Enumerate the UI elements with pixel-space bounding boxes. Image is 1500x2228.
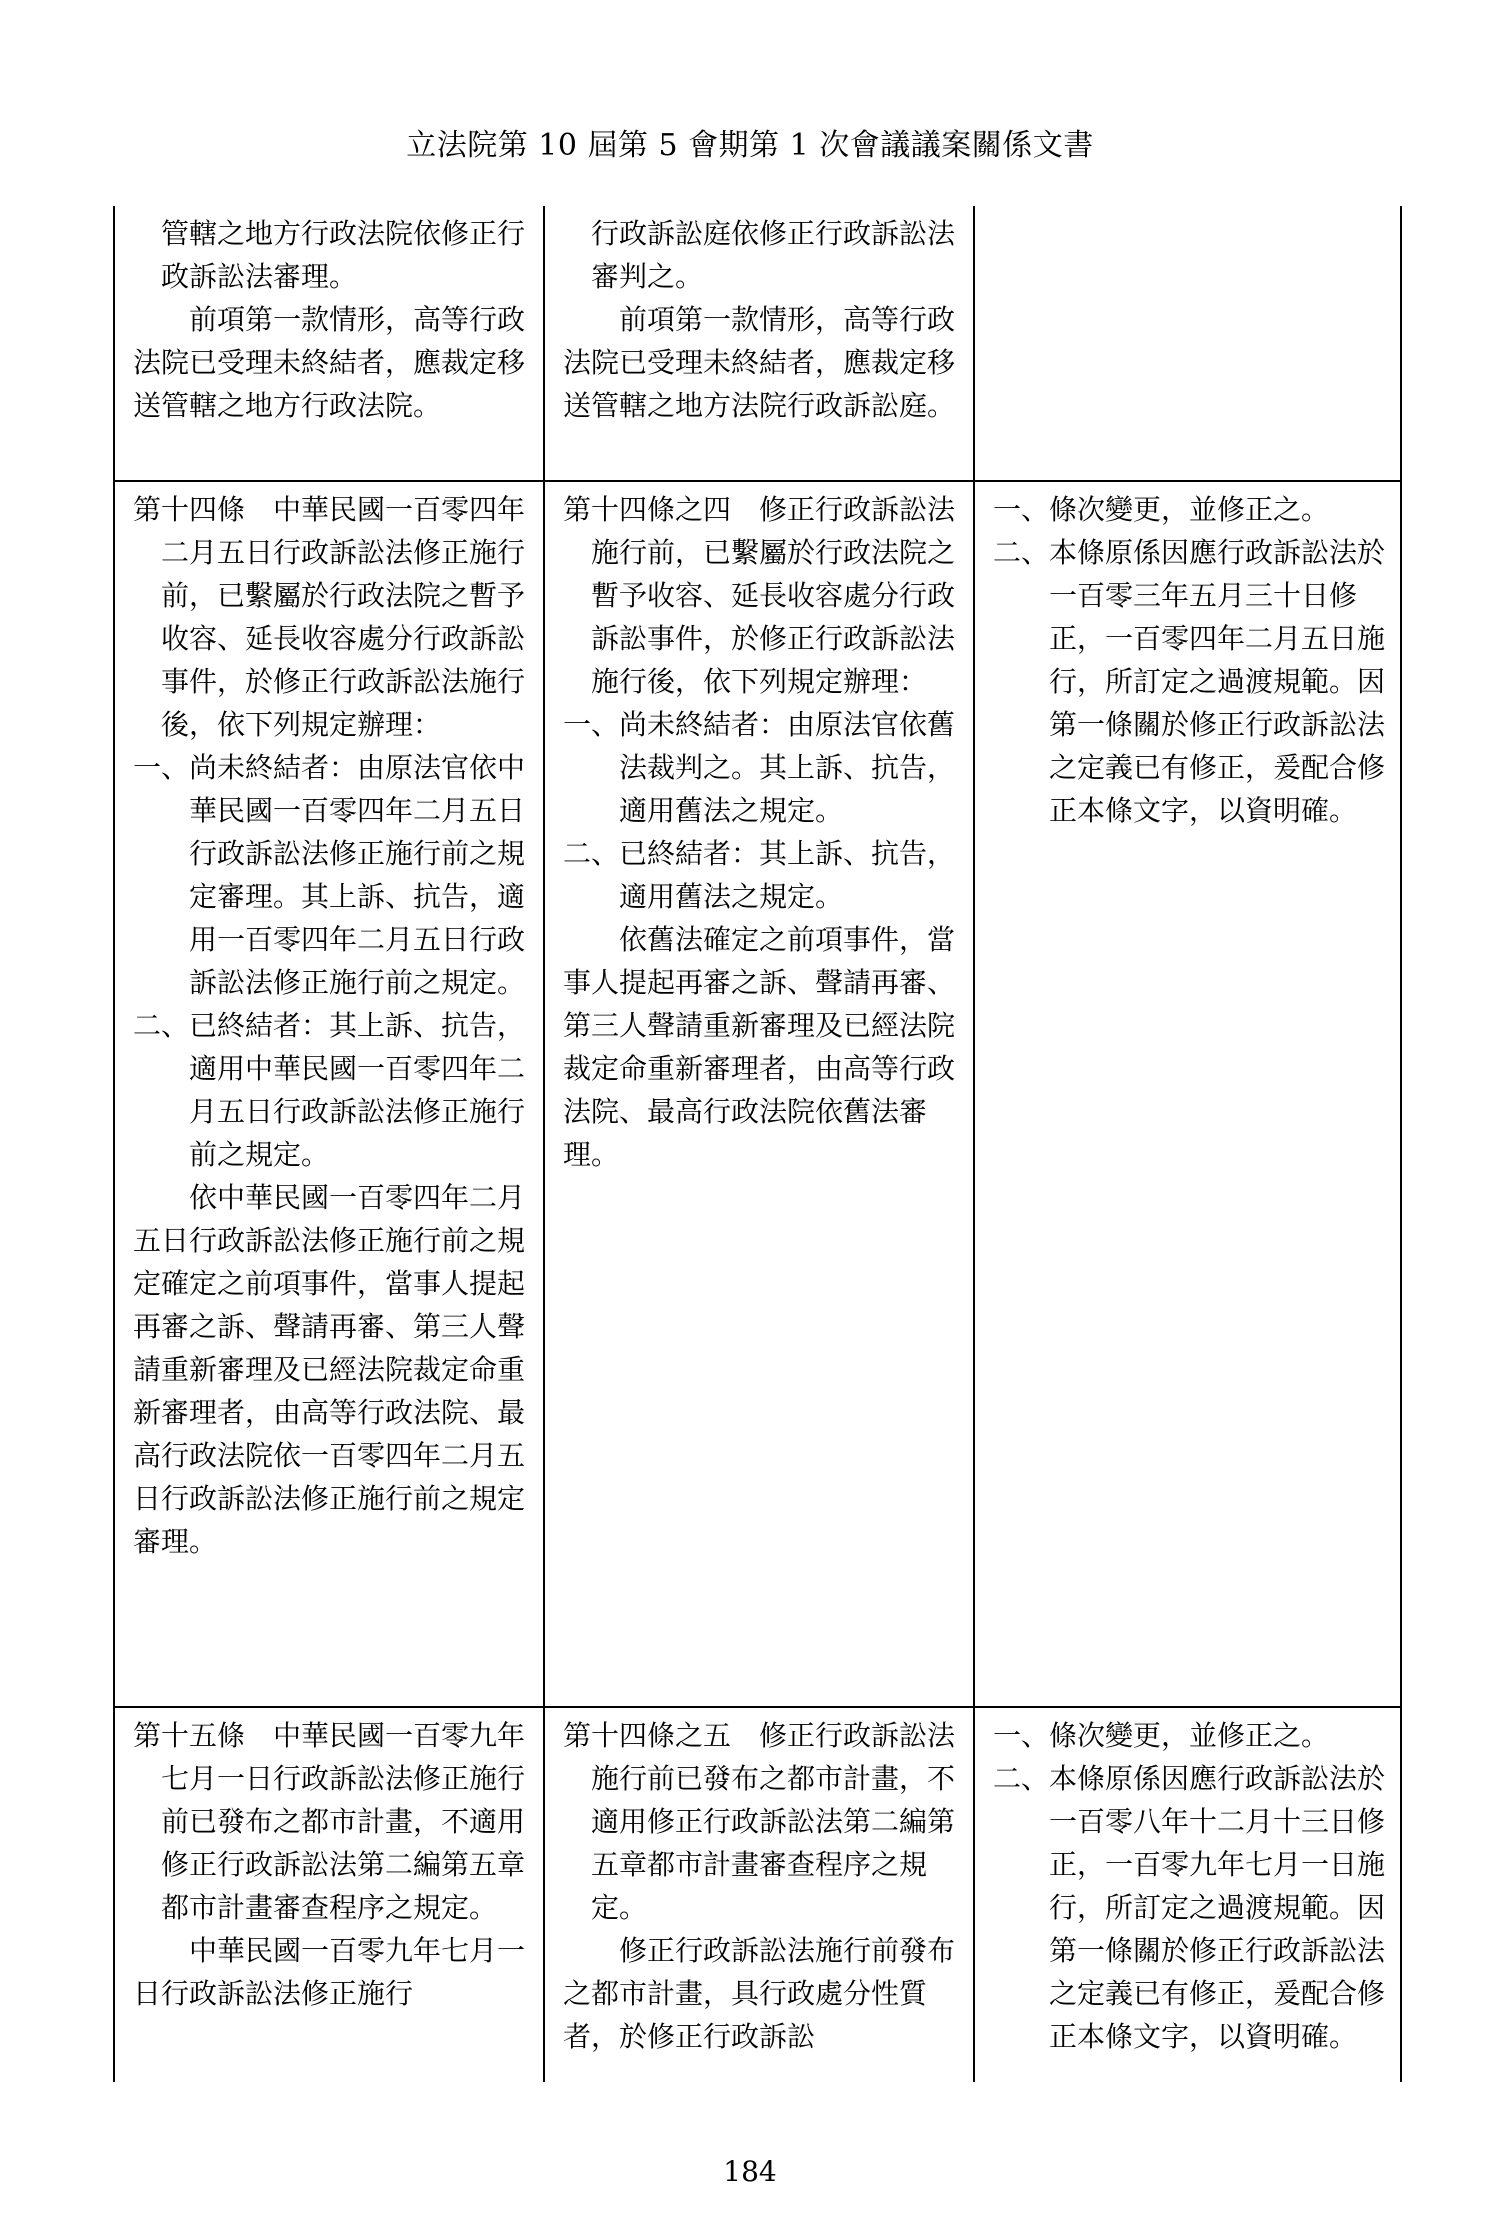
- text-paragraph: 依舊法確定之前項事件，當事人提起再審之訴、聲請再審、第三人聲請重新審理及已經法院裁定命重新審理者，由高等行政法院、最高行政法院依舊法審理。: [563, 923, 956, 1171]
- amended-text-cell: [114, 206, 544, 481]
- list-item: 二、本條原係因應行政訴訟法於一百零八年十二月十三日修正，一百零九年七月一日施行，所訂定之過渡規範。因第一條關於修正行政訴訟法之定義已有修正，爰配合修正本條文字，以資明確。: [993, 1762, 1386, 2053]
- explanation-cell: [974, 1707, 1401, 2082]
- text-paragraph: 行政訴訟庭依修正行政訴訟法審判之。: [591, 217, 956, 293]
- text-paragraph: 前項第一款情形，高等行政法院已受理未終結者，應裁定移送管轄之地方法院行政訴訟庭。: [563, 303, 956, 422]
- list-item: 二、已終結者：其上訴、抗告，適用中華民國一百零四年二月五日行政訴訟法修正施行前之規定。: [133, 1009, 526, 1171]
- article-title: 第十五條 中華民國一百零九年七月一日行政訴訟法修正施行前已發布之都市計畫，不適用修正行政訴訟法第二編第五章都市計畫審查程序之規定。: [133, 1719, 526, 1924]
- current-text-cell: [544, 481, 974, 1707]
- explanation-cell: [974, 481, 1401, 1707]
- text-paragraph: 前項第一款情形，高等行政法院已受理未終結者，應裁定移送管轄之地方行政法院。: [133, 303, 526, 422]
- list-item: 二、本條原係因應行政訴訟法於一百零三年五月三十日修正，一百零四年二月五日施行，所訂定之過渡規範。因第一條關於修正行政訴訟法之定義已有修正，爰配合修正本條文字，以資明確。: [993, 536, 1386, 827]
- amended-text-cell: [114, 1707, 544, 2082]
- list-item: 二、已終結者：其上訴、抗告，適用舊法之規定。: [563, 837, 956, 913]
- list-item: 一、尚未終結者：由原法官依舊法裁判之。其上訴、抗告，適用舊法之規定。: [563, 708, 956, 827]
- text-paragraph: 修正行政訴訟法施行前發布之都市計畫，具行政處分性質者，於修正行政訴訟: [563, 1934, 956, 2053]
- list-item: 一、條次變更，並修正之。: [993, 493, 1330, 526]
- text-paragraph: 中華民國一百零九年七月一日行政訴訟法修正施行: [133, 1934, 526, 2010]
- current-text-cell: [544, 1707, 974, 2082]
- page-number: 184: [723, 2155, 777, 2188]
- text-paragraph: 依中華民國一百零四年二月五日行政訴訟法修正施行前之規定確定之前項事件，當事人提起再審之訴、聲請再審、第三人聲請重新審理及已經法院裁定命重新審理者，由高等行政法院、最高行政法院依一百零四年二月五日行政訴訟法修正施行前之規定審理。: [133, 1181, 526, 1558]
- article-title: 第十四條 中華民國一百零四年二月五日行政訴訟法修正施行前，已繫屬於行政法院之暫予收容、延長收容處分行政訴訟事件，於修正行政訴訟法施行後，依下列規定辦理：: [133, 493, 526, 741]
- list-item: 一、尚未終結者：由原法官依中華民國一百零四年二月五日行政訴訟法修正施行前之規定審理。其上訴、抗告，適用一百零四年二月五日行政訴訟法修正施行前之規定。: [133, 751, 526, 999]
- table-row: [114, 481, 1401, 1707]
- document-header: 立法院第 10 屆第 5 會期第 1 次會議議案關係文書: [406, 128, 1094, 163]
- table-row: [114, 206, 1401, 481]
- comparison-table: [113, 206, 1402, 2082]
- explanation-cell: [974, 206, 1401, 481]
- table-row: [114, 1707, 1401, 2082]
- list-item: 一、條次變更，並修正之。: [993, 1719, 1330, 1752]
- amended-text-cell: [114, 481, 544, 1707]
- current-text-cell: [544, 206, 974, 481]
- article-title: 第十四條之五 修正行政訴訟法施行前已發布之都市計畫，不適用修正行政訴訟法第二編第五章都市計畫審查程序之規定。: [563, 1719, 956, 1924]
- text-paragraph: 管轄之地方行政法院依修正行政訴訟法審理。: [161, 217, 526, 293]
- article-title: 第十四條之四 修正行政訴訟法施行前，已繫屬於行政法院之暫予收容、延長收容處分行政訴訟事件，於修正行政訴訟法施行後，依下列規定辦理：: [563, 493, 956, 698]
